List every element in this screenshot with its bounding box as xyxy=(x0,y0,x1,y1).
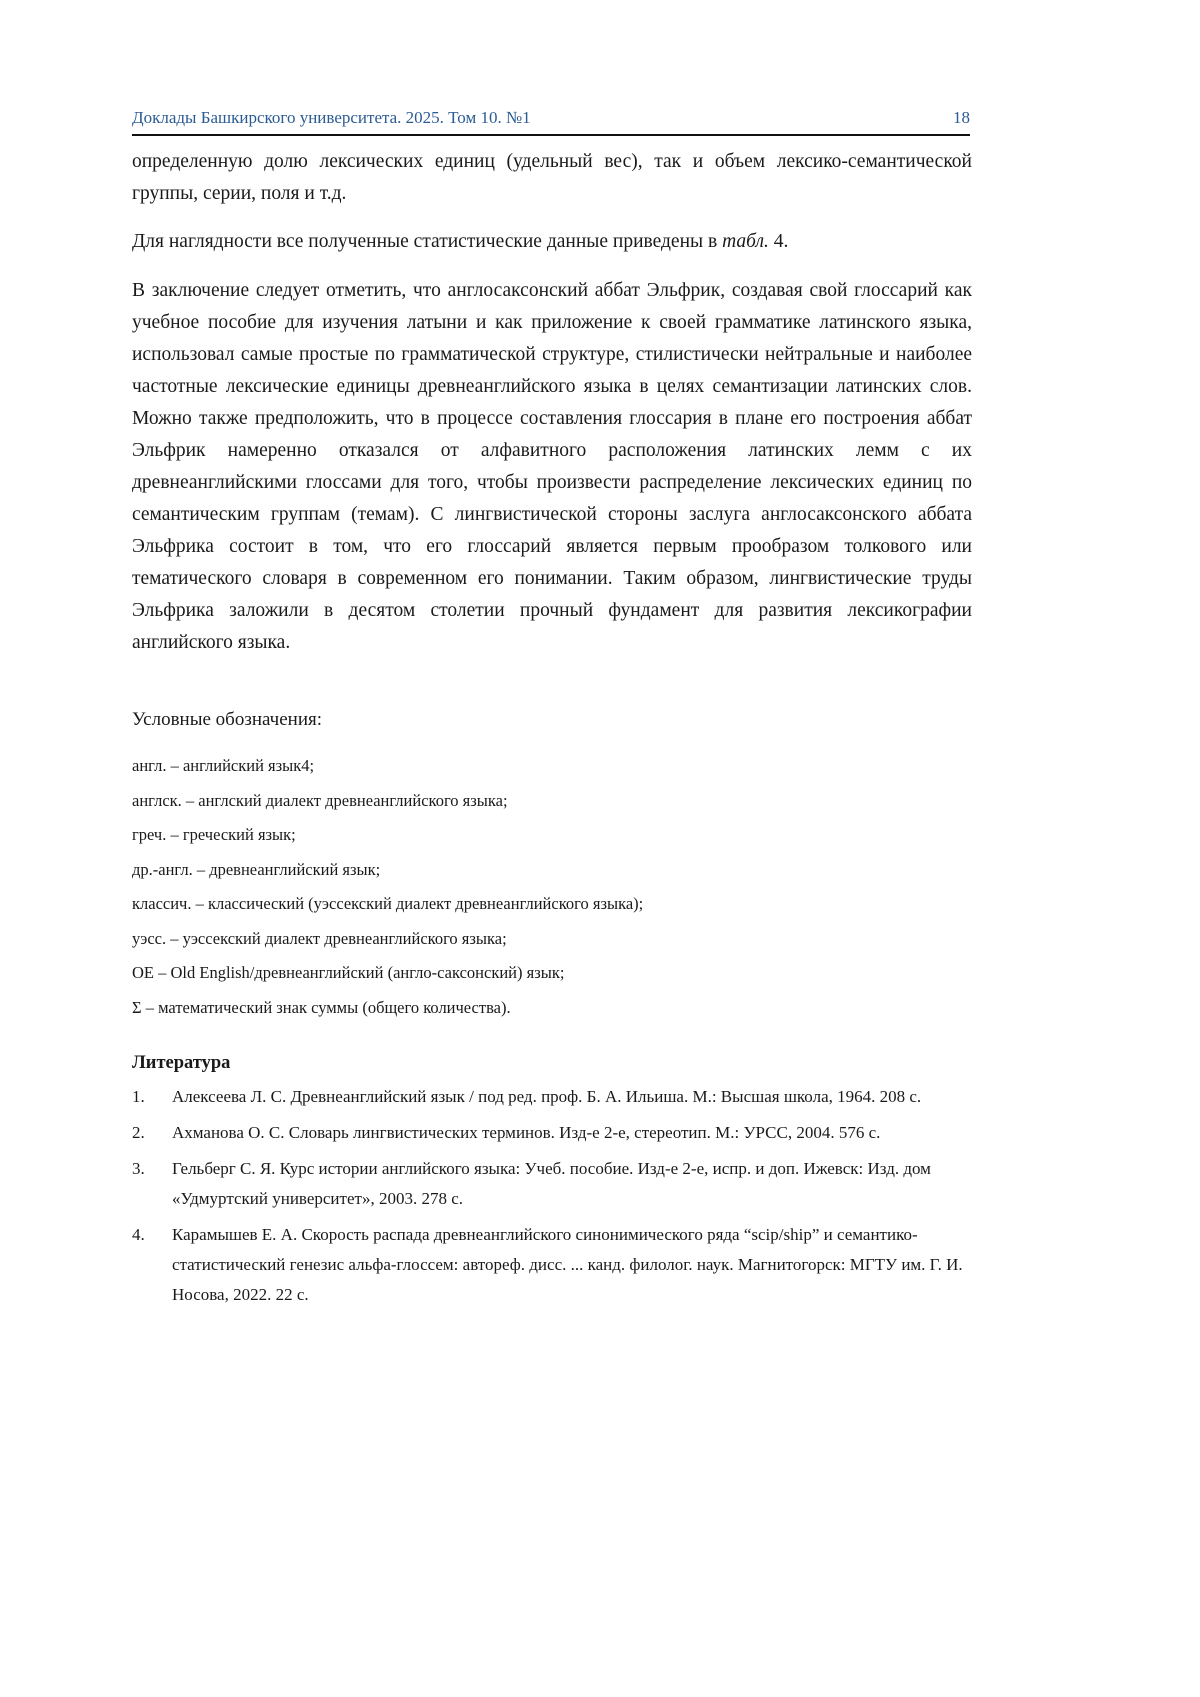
paragraph-conclusion: В заключение следует отметить, что англосаксонский аббат Эльфрик, создавая свой глоссарий как учебное пособие для изучения латыни и как приложение к своей грамматике латинского языка, использовал самые простые по грамматической структуре, стилистически нейтральные и наиболее частотные лексические единицы древнеанглийского языка в целях семантизации латинских слов. Можно также предположить, что в процессе составления глоссария в плане его построения аббат Эльфрик намеренно отказался от алфавитного расположения латинских лемм с их древнеанглийскими глоссами для того, чтобы произвести распределение лексических единиц по семантическим группам (темам). С лингвистической стороны заслуга англосаксонского аббата Эльфрика состоит в том, что его глоссарий является первым прообразом толкового или тематического словаря в современном его понимании. Таким образом, лингвистические труды Эльфрика заложили в десятом столетии прочный фундамент для развития лексикографии английского языка. xyxy=(132,275,972,659)
legend-item: англ. – английский язык4; xyxy=(132,749,972,784)
legend-item: англск. – англский диалект древнеанглийского языка; xyxy=(132,784,972,819)
legend-item: классич. – классический (уэссекский диалект древнеанглийского языка); xyxy=(132,887,972,922)
references-heading: Литература xyxy=(132,1053,972,1074)
reference-text: Карамышев Е. А. Скорость распада древнеанглийского синонимического ряда “scip/ship” и семантико-статистический генезис альфа-глоссем: автореф. дисс. ... канд. филолог. наук. Магнитогорск: МГТУ им. Г. И. Носова, 2022. 22 с. xyxy=(172,1225,963,1304)
reference-text: Ахманова О. С. Словарь лингвистических терминов. Изд-е 2-е, стереотип. М.: УРСС, 2004. 576 с. xyxy=(172,1123,880,1142)
paragraph-table-reference xyxy=(132,226,972,258)
reference-item xyxy=(132,1082,972,1112)
journal-title: Доклады Башкирского университета. 2025. Том 10. №1 xyxy=(132,108,531,128)
references-list xyxy=(132,1082,972,1310)
reference-number: 3. xyxy=(132,1154,145,1184)
legend-item: Σ – математический знак суммы (общего количества). xyxy=(132,991,972,1026)
text: 4. xyxy=(769,231,789,252)
reference-text: Гельберг С. Я. Курс истории английского языка: Учеб. пособие. Изд-е 2-е, испр. и доп. Ижевск: Изд. дом «Удмуртский университет», 2003. 278 с. xyxy=(172,1159,931,1208)
text: Для наглядности все полученные статистические данные приведены в xyxy=(132,231,722,252)
legend-list xyxy=(132,749,972,1025)
reference-number: 1. xyxy=(132,1082,145,1112)
running-header xyxy=(132,106,970,136)
reference-number: 2. xyxy=(132,1118,145,1148)
page-number: 18 xyxy=(953,108,970,128)
reference-number: 4. xyxy=(132,1220,145,1250)
legend-title: Условные обозначения: xyxy=(132,704,972,736)
reference-item xyxy=(132,1220,972,1310)
legend-item: уэсс. – уэссекский диалект древнеанглийского языка; xyxy=(132,922,972,957)
table-abbrev: табл. xyxy=(722,231,769,252)
reference-text: Алексеева Л. С. Древнеанглийский язык / под ред. проф. Б. А. Ильиша. М.: Высшая школа, 1964. 208 с. xyxy=(172,1087,921,1106)
legend-item: др.-англ. – древнеанглийский язык; xyxy=(132,853,972,888)
legend-item: греч. – греческий язык; xyxy=(132,818,972,853)
paragraph: определенную долю лексических единиц (удельный вес), так и объем лексико-семантической группы, серии, поля и т.д. xyxy=(132,146,972,210)
reference-item xyxy=(132,1118,972,1148)
page-body xyxy=(132,146,972,1316)
legend-item: OE – Old English/древнеанглийский (англо-саксонский) язык; xyxy=(132,956,972,991)
reference-item xyxy=(132,1154,972,1214)
